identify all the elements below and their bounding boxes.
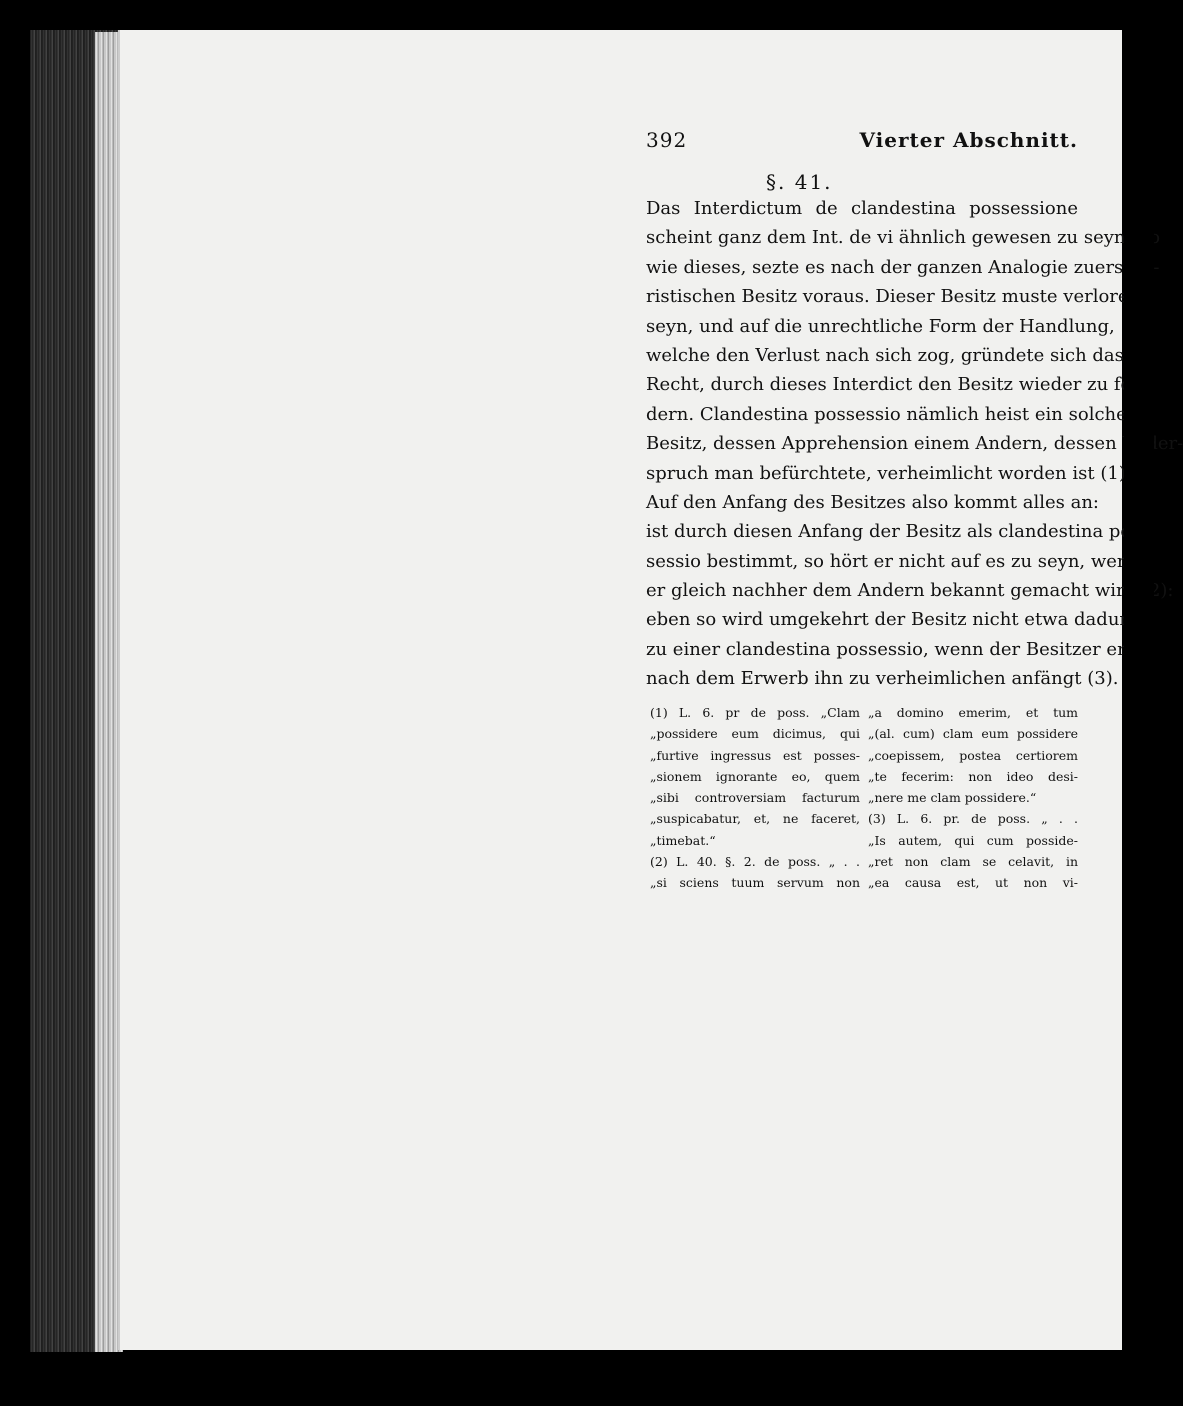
text-line: Besitz, dessen Apprehension einem Andern, dessen Wider- bbox=[646, 433, 1183, 455]
text-line: wie dieses, sezte es nach der ganzen Analogie zuerst ju- bbox=[646, 256, 1160, 278]
footnote-line: „si sciens tuum servum non bbox=[650, 875, 860, 891]
text-line: dern. Clandestina possessio nämlich heist ein solcher bbox=[646, 403, 1136, 425]
text-line: seyn, und auf die unrechtliche Form der Handlung, bbox=[646, 315, 1115, 337]
footnotes-left-column bbox=[650, 702, 860, 894]
text-line: spruch man befürchtete, verheimlicht worden ist (1). bbox=[646, 462, 1132, 484]
footnote-line: „te fecerim: non ideo desi- bbox=[868, 768, 1078, 784]
footnote-line: (2) L. 40. §. 2. de poss. „ . . bbox=[650, 854, 860, 870]
text-line: er gleich nachher dem Andern bekannt gemacht wird (2): bbox=[646, 580, 1174, 602]
footnote-line: „suspicabatur, et, ne faceret, bbox=[650, 811, 860, 827]
footnote-line: „possidere eum dicimus, qui bbox=[650, 726, 860, 742]
footnote-line: „coepissem, postea certiorem bbox=[868, 747, 1078, 763]
text-line: Das Interdictum de clandestina possessione bbox=[646, 198, 1078, 219]
text-line: scheint ganz dem Int. de vi ähnlich gewesen zu seyn. So bbox=[646, 227, 1161, 249]
text-line: ristischen Besitz voraus. Dieser Besitz muste verloren bbox=[646, 286, 1141, 308]
text-line: Auf den Anfang des Besitzes also kommt alles an: bbox=[646, 491, 1099, 513]
text-line: sessio bestimmt, so hört er nicht auf es zu seyn, wenn bbox=[646, 550, 1141, 572]
footnote-line: „timebat.“ bbox=[650, 832, 716, 848]
footnote-line: „sionem ignorante eo, quem bbox=[650, 768, 860, 784]
footnote-line: (1) L. 6. pr de poss. „Clam bbox=[650, 705, 860, 720]
footnote-line: „a domino emerim, et tum bbox=[868, 705, 1078, 720]
footnotes-right-column bbox=[868, 702, 1078, 894]
footnote-line: „ret non clam se celavit, in bbox=[868, 854, 1078, 870]
text-line: welche den Verlust nach sich zog, gründete sich das bbox=[646, 344, 1124, 366]
footnote-line: „nere me clam possidere.“ bbox=[868, 790, 1037, 806]
text-line: eben so wird umgekehrt der Besitz nicht etwa dadurch bbox=[646, 609, 1150, 631]
section-heading: §. 41. bbox=[766, 170, 833, 194]
text-line: ist durch diesen Anfang der Besitz als clandestina pos- bbox=[646, 521, 1147, 543]
running-title: Vierter Abschnitt. bbox=[859, 128, 1078, 152]
footnote-line: (3) L. 6. pr. de poss. „ . . bbox=[868, 811, 1078, 827]
text-line: Recht, durch dieses Interdict den Besitz wieder zu for- bbox=[646, 374, 1147, 396]
footnote-line: „furtive ingressus est posses- bbox=[650, 747, 860, 763]
text-line: nach dem Erwerb ihn zu verheimlichen anfängt (3). bbox=[646, 668, 1119, 690]
main-text bbox=[646, 194, 1183, 694]
page-number: 392 bbox=[646, 128, 688, 152]
footnote-line: „Is autem, qui cum posside- bbox=[868, 832, 1078, 848]
footnote-line: „ea causa est, ut non vi- bbox=[868, 875, 1078, 891]
footnote-line: „(al. cum) clam eum possidere bbox=[868, 726, 1078, 742]
footnote-line: „sibi controversiam facturum bbox=[650, 790, 860, 806]
text-line: zu einer clandestina possessio, wenn der Besitzer erst bbox=[646, 638, 1143, 660]
